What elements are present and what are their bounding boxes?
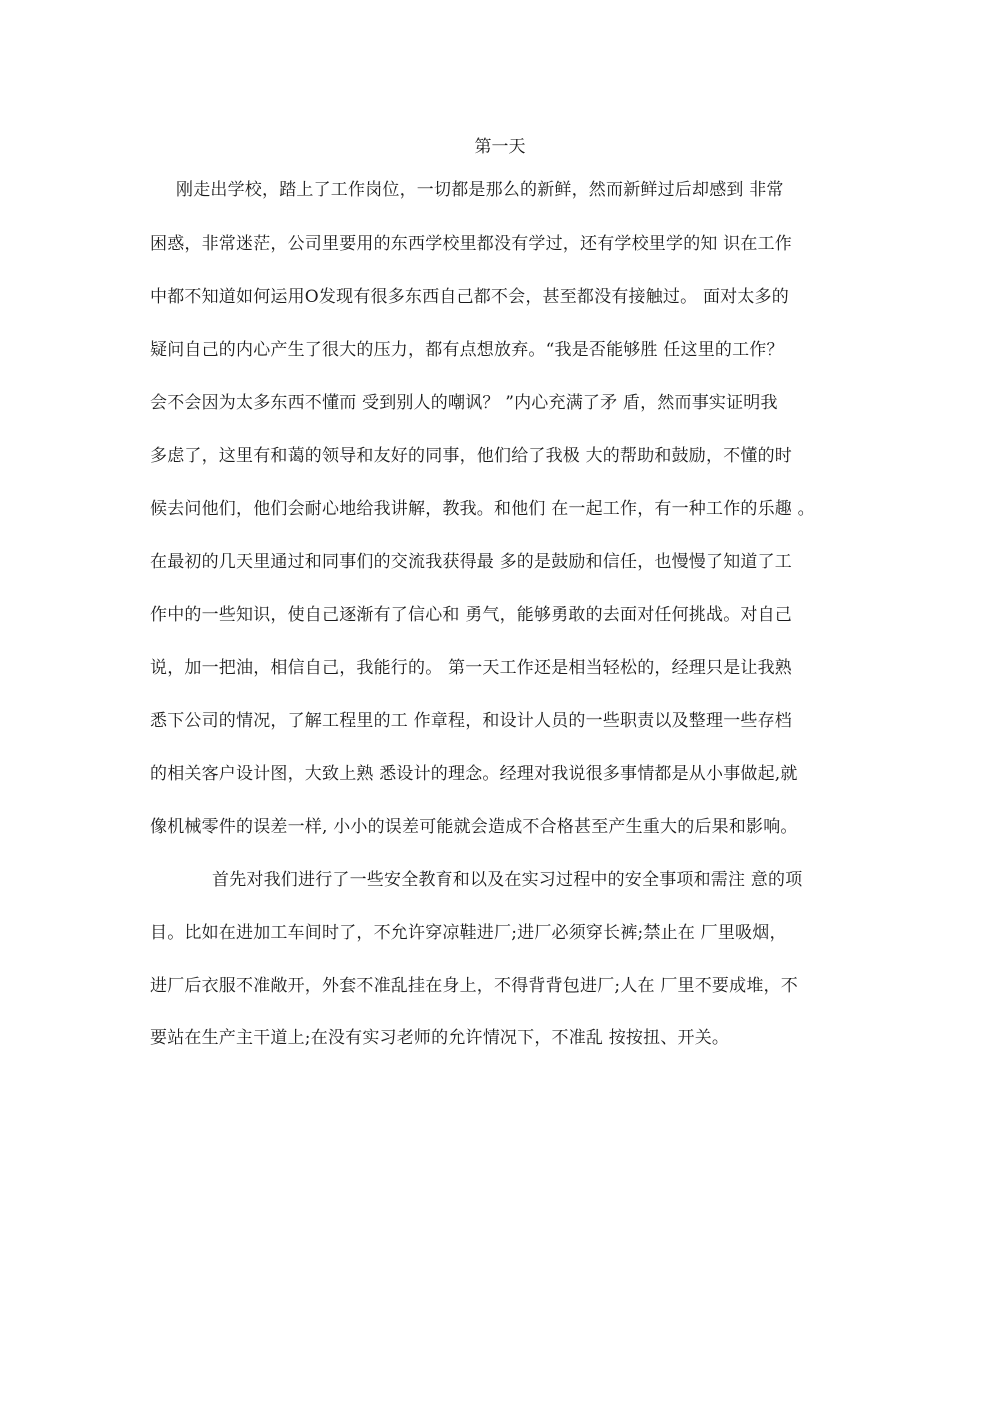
paragraph-line: 说，加一把油，相信自己，我能行的。 第一天工作还是相当轻松的，经理只是让我熟 xyxy=(150,658,793,678)
paragraph-line: 作中的一些知识，使自己逐渐有了信心和 勇气，能够勇敢的去面对任何挑战。对自己 xyxy=(150,605,793,625)
paragraph-line: 刚走出学校，踏上了工作岗位，一切都是那么的新鲜，然而新鲜过后却感到 非常 xyxy=(176,180,784,200)
paragraph-line: 在最初的几天里通过和同事们的交流我获得最 多的是鼓励和信任，也慢慢了知道了工 xyxy=(150,552,793,572)
paragraph-line: 中都不知道如何运用O发现有很多东西自己都不会，甚至都没有接触过。 面对太多的 xyxy=(150,287,789,307)
paragraph-line: 候去问他们，他们会耐心地给我讲解，教我。和他们 在一起工作，有一种工作的乐趣 。 xyxy=(150,499,815,519)
paragraph-line: 疑问自己的内心产生了很大的压力，都有点想放弃。“我是否能够胜 任这里的工作？ xyxy=(150,340,784,360)
document-title: 第一天 xyxy=(474,137,526,157)
paragraph-line: 会不会因为太多东西不懂而 受到别人的嘲讽？ ”内心充满了矛 盾，然而事实证明我 xyxy=(150,393,778,413)
paragraph-line: 多虑了，这里有和蔼的领导和友好的同事，他们给了我极 大的帮助和鼓励，不懂的时 xyxy=(150,446,793,466)
paragraph-line: 像机械零件的误差一样, 小小的误差可能就会造成不合格甚至产生重大的后果和影响。 xyxy=(150,817,798,837)
paragraph-line: 进厂后衣服不准敞开，外套不准乱挂在身上，不得背背包进厂;人在 厂里不要成堆，不 xyxy=(150,976,798,996)
paragraph-line: 的相关客户设计图，大致上熟 悉设计的理念。经理对我说很多事情都是从小事做起,就 xyxy=(150,764,798,784)
paragraph-line: 要站在生产主干道上;在没有实习老师的允许情况下，不准乱 按按扭、开关。 xyxy=(150,1028,730,1048)
paragraph-line: 悉下公司的情况，了解工程里的工 作章程，和设计人员的一些职责以及整理一些存档 xyxy=(150,711,793,731)
paragraph-line: 困惑，非常迷茫，公司里要用的东西学校里都没有学过，还有学校里学的知 识在工作 xyxy=(150,234,793,254)
paragraph-line: 目。比如在进加工车间时了，不允许穿凉鞋进厂;进厂必须穿长裤;禁止在 厂里吸烟， xyxy=(150,923,787,943)
paragraph-line: 首先对我们进行了一些安全教育和以及在实习过程中的安全事项和需注 意的项 xyxy=(212,870,803,890)
